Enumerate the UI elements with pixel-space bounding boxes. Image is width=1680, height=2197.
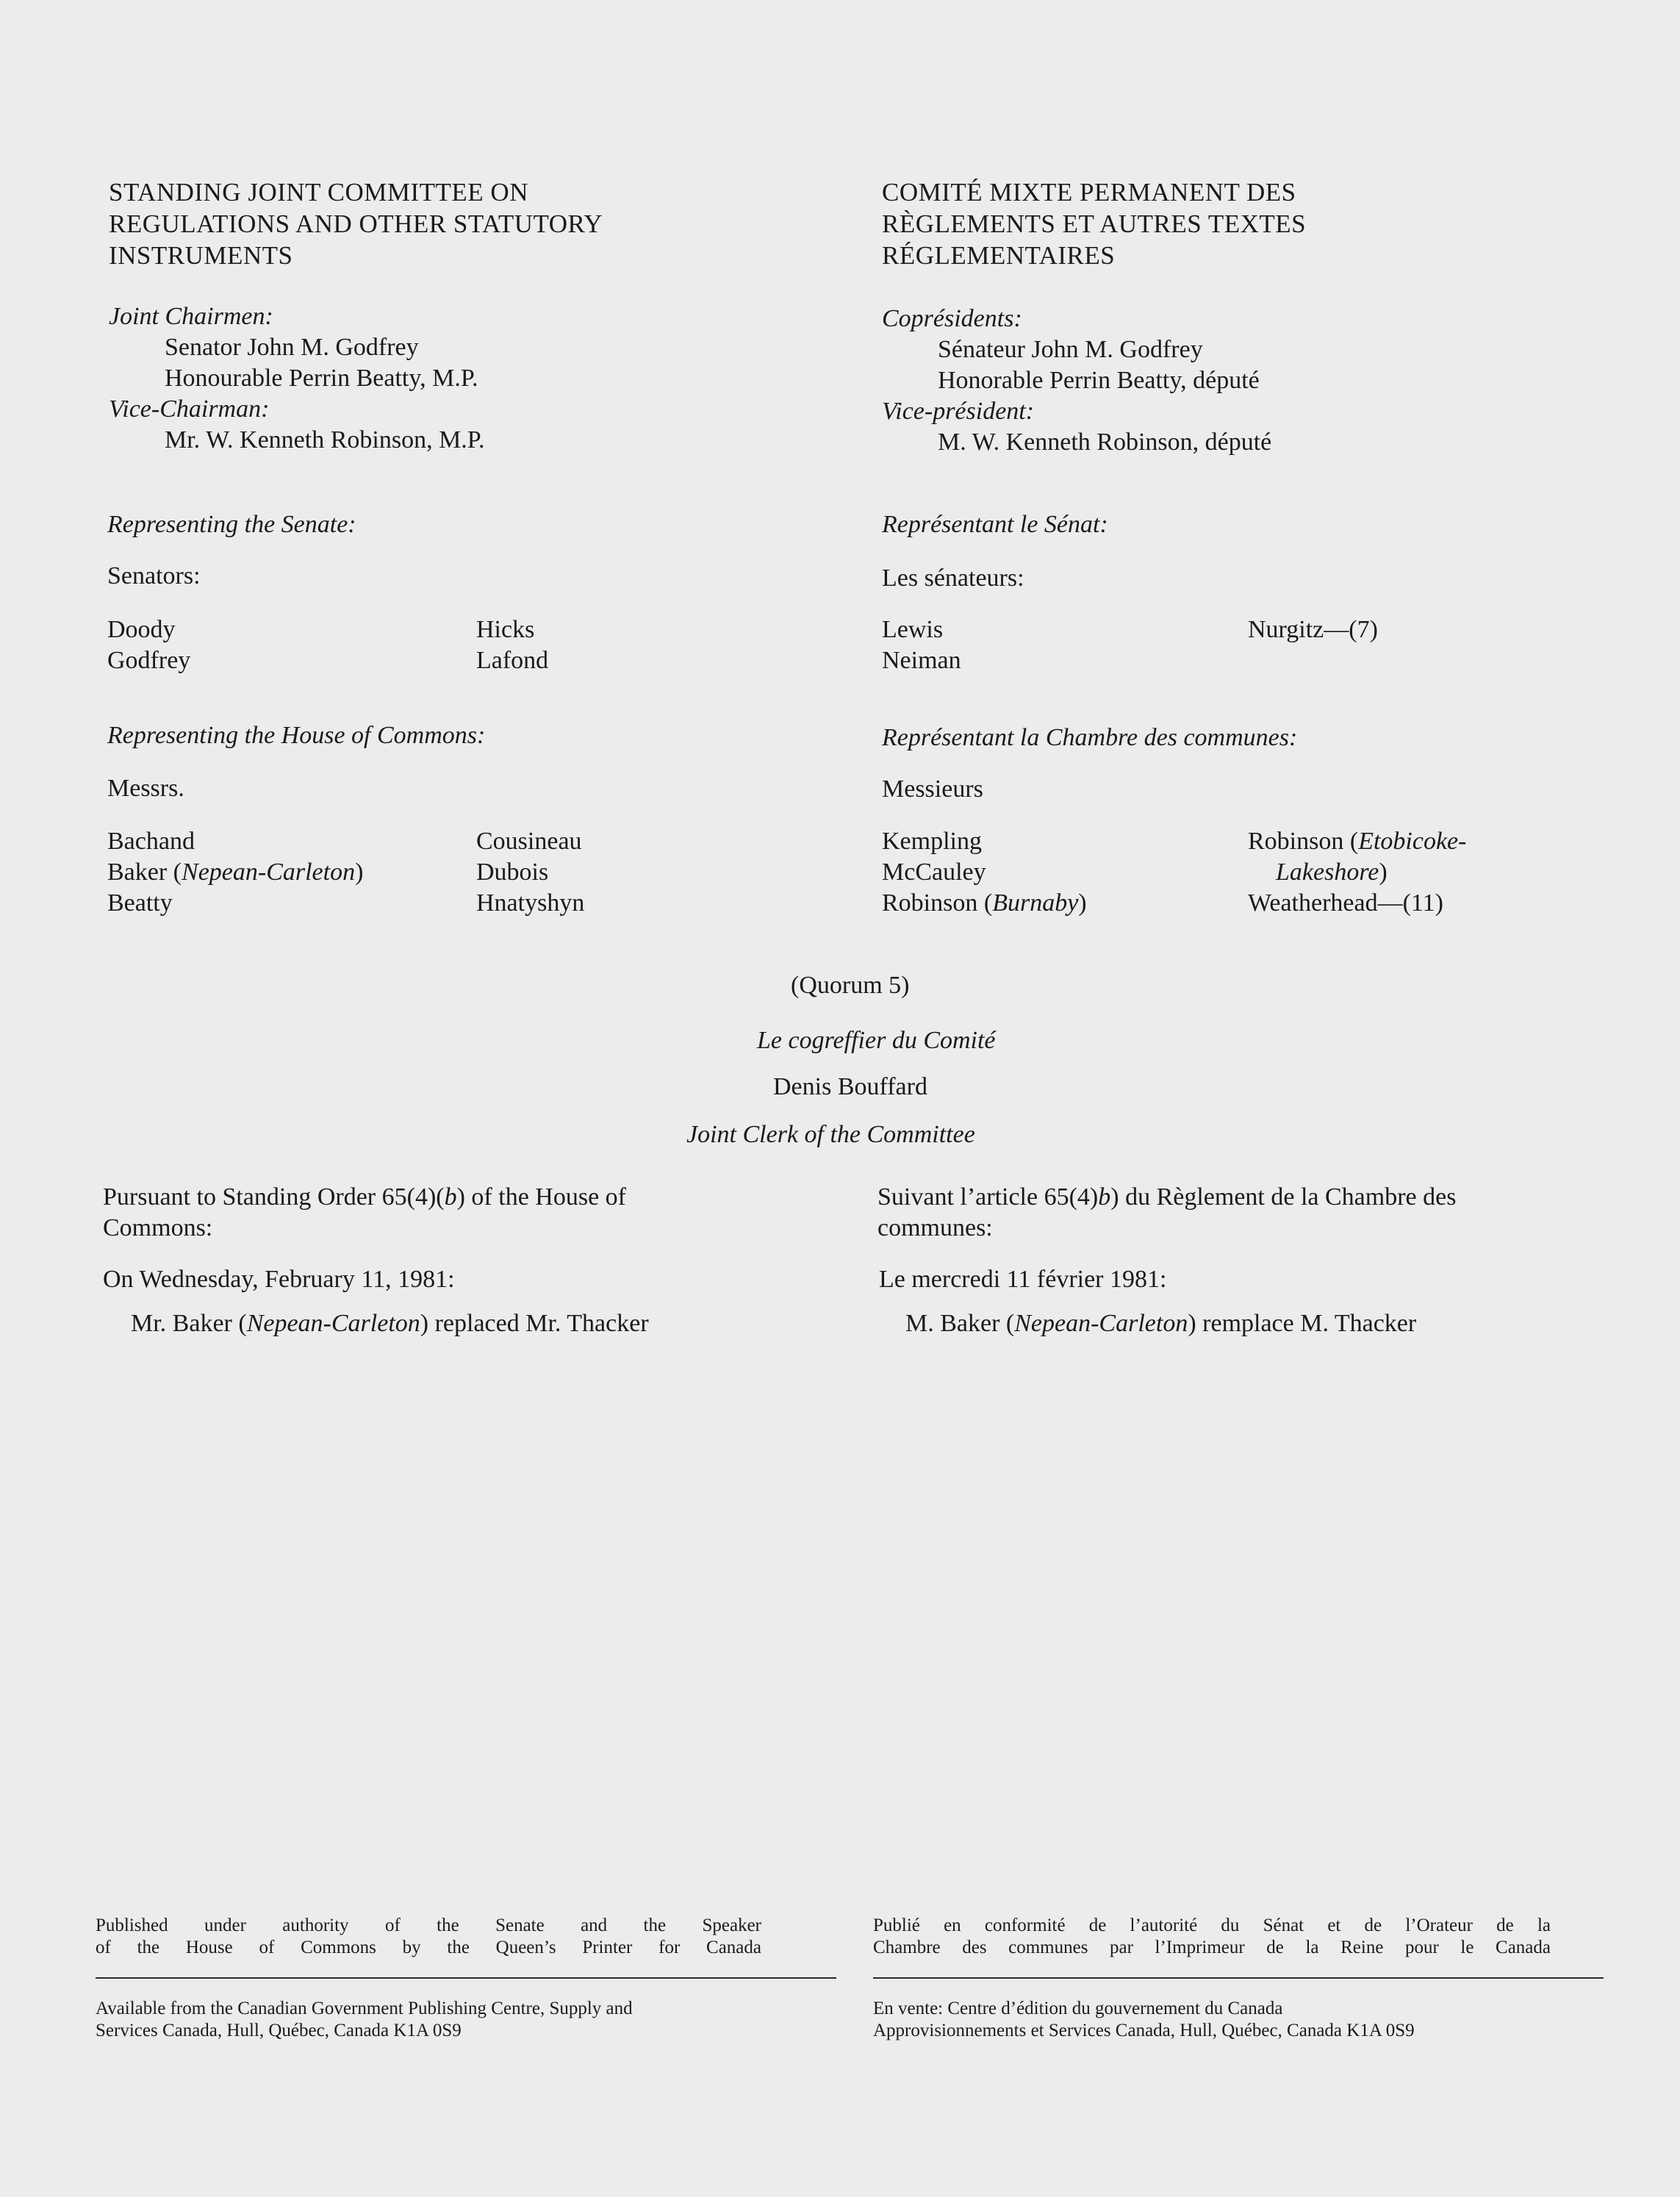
senators-label-fr: Les sénateurs:: [882, 565, 1024, 592]
senators-list-col1-en: [107, 614, 190, 676]
standing-order-line: [103, 1182, 842, 1213]
clerk-label-en: Joint Clerk of the Committee: [686, 1121, 975, 1148]
standing-order-en: [103, 1182, 842, 1244]
member-name: Bachand: [107, 828, 195, 855]
availability-line: Available from the Canadian Government Publishing Centre, Supply and: [96, 1999, 633, 2018]
senator-name: Godfrey: [107, 647, 191, 674]
vice-chairman-name: M. W. Kenneth Robinson, député: [938, 429, 1272, 456]
title-line: RÈGLEMENTS ET AUTRES TEXTES: [882, 209, 1307, 238]
title-line: INSTRUMENTS: [109, 241, 293, 270]
messrs-label-en: Messrs.: [107, 775, 184, 802]
chairman-name: Senator John M. Godfrey: [165, 334, 419, 361]
published-notice-fr: [873, 1915, 1551, 1959]
representing-commons-label-en: Representing the House of Commons:: [107, 722, 486, 749]
senator-name: Doody: [107, 616, 176, 643]
member-name: Baker (Nepean-Carleton): [107, 859, 364, 886]
standing-order-text: Suivant l’article 65(4)b) du Règlement de la Chambre des: [877, 1183, 1457, 1211]
availability-notice-fr: [873, 1998, 1415, 2042]
footer-divider-fr: [873, 1977, 1604, 1979]
replacement-fr: M. Baker (Nepean-Carleton) remplace M. Thacker: [905, 1310, 1417, 1337]
joint-chairmen-label: Joint Chairmen:: [109, 303, 273, 330]
commons-list-col1-en: [107, 826, 363, 919]
vice-chairman-name: Mr. W. Kenneth Robinson, M.P.: [165, 426, 485, 454]
member-name: Kempling: [882, 828, 982, 855]
representing-senate-label-fr: Représentant le Sénat:: [882, 511, 1108, 538]
chairman-name: Sénateur John M. Godfrey: [938, 336, 1203, 363]
title-line: RÉGLEMENTAIRES: [882, 241, 1116, 270]
date-line-fr: Le mercredi 11 février 1981:: [879, 1266, 1167, 1293]
standing-order-text: Pursuant to Standing Order 65(4)(b) of the House of: [103, 1183, 626, 1211]
member-name: McCauley: [882, 859, 986, 886]
quorum-text: (Quorum 5): [791, 972, 910, 999]
commons-list-col2-fr: [1248, 826, 1466, 919]
senators-label-en: Senators:: [107, 562, 201, 589]
messrs-label-fr: Messieurs: [882, 775, 983, 803]
clerk-name: Denis Bouffard: [773, 1073, 927, 1100]
chairmen-block-en: [109, 301, 484, 456]
member-name: Dubois: [476, 859, 549, 886]
representing-senate-label-en: Representing the Senate:: [107, 511, 356, 538]
member-name: Weatherhead—(11): [1248, 889, 1443, 917]
title-line: REGULATIONS AND OTHER STATUTORY: [109, 209, 603, 238]
member-name: Beatty: [107, 889, 173, 917]
chairmen-block-fr: [882, 304, 1271, 458]
chairman-name: Honourable Perrin Beatty, M.P.: [165, 365, 478, 392]
committee-title-en: [109, 176, 603, 271]
availability-line: Services Canada, Hull, Québec, Canada K1A 0S9: [96, 2021, 462, 2040]
member-name: Robinson (Burnaby): [882, 889, 1087, 917]
joint-chairmen-label: Coprésidents:: [882, 305, 1022, 332]
clerk-label-fr: Le cogreffier du Comité: [757, 1027, 996, 1054]
senator-name: Nurgitz—(7): [1248, 616, 1378, 643]
senator-name: Hicks: [476, 616, 535, 643]
standing-order-fr: [877, 1182, 1611, 1244]
senator-name: Neiman: [882, 647, 961, 674]
chairman-name: Honorable Perrin Beatty, député: [938, 367, 1260, 394]
commons-list-col2-en: [476, 826, 584, 919]
availability-line: Approvisionnements et Services Canada, Hull, Québec, Canada K1A 0S9: [873, 2021, 1415, 2040]
title-line: STANDING JOINT COMMITTEE ON: [109, 178, 528, 207]
member-name: Robinson (Etobicoke-: [1248, 828, 1467, 855]
senators-list-col1-fr: [882, 614, 961, 676]
senator-name: Lafond: [476, 647, 549, 674]
availability-line: En vente: Centre d’édition du gouvernement du Canada: [873, 1999, 1283, 2018]
committee-title-fr: [882, 176, 1306, 271]
title-line: COMITÉ MIXTE PERMANENT DES: [882, 178, 1296, 207]
member-name: Hnatyshyn: [476, 889, 585, 917]
footer-divider-en: [96, 1977, 836, 1979]
published-notice-en: [96, 1915, 761, 1959]
replacement-en: Mr. Baker (Nepean-Carleton) replaced Mr. Thacker: [131, 1310, 649, 1337]
published-line: Chambre des communes par l’Imprimeur de la Reine pour le Canada: [873, 1938, 1551, 1957]
standing-order-line: [877, 1182, 1611, 1213]
vice-chairman-label: Vice-président:: [882, 398, 1035, 425]
commons-list-col1-fr: [882, 826, 1087, 919]
representing-commons-label-fr: Représentant la Chambre des communes:: [882, 724, 1298, 751]
member-name: Cousineau: [476, 828, 582, 855]
senators-list-col2-en: [476, 614, 548, 676]
published-line: Published under authority of the Senate and the Speaker: [96, 1915, 761, 1935]
senator-name: Lewis: [882, 616, 944, 643]
published-line: of the House of Commons by the Queen’s Printer for Canada: [96, 1938, 761, 1957]
senators-list-col2-fr: [1248, 614, 1378, 645]
vice-chairman-label: Vice-Chairman:: [109, 395, 270, 423]
standing-order-line: Commons:: [103, 1214, 213, 1241]
standing-order-line: communes:: [877, 1214, 993, 1241]
member-name: Lakeshore): [1276, 859, 1388, 886]
published-line: Publié en conformité de l’autorité du Sénat et de l’Orateur de la: [873, 1915, 1551, 1935]
date-line-en: On Wednesday, February 11, 1981:: [103, 1266, 455, 1293]
availability-notice-en: [96, 1998, 633, 2042]
